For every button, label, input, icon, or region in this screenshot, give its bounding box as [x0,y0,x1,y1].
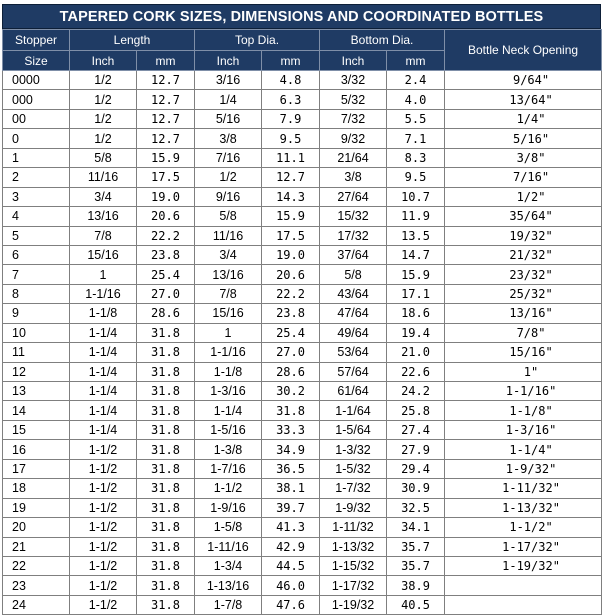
cell-bottom-dia-inch: 3/8 [320,168,387,187]
table-header [3,30,602,71]
table-row [3,284,602,303]
cell-stopper-size: 8 [3,284,70,303]
cell-top-dia-inch: 1-7/8 [195,595,262,614]
cell-bottle-neck-opening: 7/8" [445,323,602,342]
cell-length-inch: 13/16 [70,207,137,226]
cell-stopper-size: 2 [3,168,70,187]
cell-bottom-dia-inch: 3/32 [320,71,387,90]
cell-stopper-size: 13 [3,382,70,401]
cell-length-inch: 1-1/2 [70,576,137,595]
table-row [3,148,602,167]
cell-length-inch: 1-1/4 [70,343,137,362]
cell-bottom-dia-inch: 1-5/32 [320,459,387,478]
table-row [3,109,602,128]
cell-stopper-size: 20 [3,518,70,537]
header-length: Length [70,30,195,51]
cell-stopper-size: 12 [3,362,70,381]
cell-top-dia-inch: 5/8 [195,207,262,226]
cell-top-dia-inch: 3/16 [195,71,262,90]
table-row [3,323,602,342]
table-row [3,420,602,439]
cell-bottom-dia-inch: 9/32 [320,129,387,148]
cell-length-inch: 1-1/8 [70,304,137,323]
cell-length-inch: 1-1/2 [70,595,137,614]
cell-bottom-dia-inch: 17/32 [320,226,387,245]
header-top-inch: Inch [195,51,262,71]
cell-top-dia-inch: 1 [195,323,262,342]
cell-bottle-neck-opening: 19/32" [445,226,602,245]
cell-bottle-neck-opening: 1-3/16" [445,420,602,439]
cell-top-dia-mm: 46.0 [262,576,320,595]
cell-length-mm: 31.8 [137,518,195,537]
cell-bottom-dia-mm: 35.7 [387,556,445,575]
cell-top-dia-mm: 33.3 [262,420,320,439]
cell-bottom-dia-mm: 9.5 [387,168,445,187]
cell-top-dia-mm: 19.0 [262,245,320,264]
table-row [3,187,602,206]
cell-bottom-dia-inch: 1-7/32 [320,479,387,498]
cell-top-dia-mm: 14.3 [262,187,320,206]
cell-stopper-size: 10 [3,323,70,342]
cell-length-mm: 31.8 [137,498,195,517]
table-row [3,207,602,226]
cell-top-dia-mm: 22.2 [262,284,320,303]
cell-length-mm: 17.5 [137,168,195,187]
cell-bottom-dia-mm: 17.1 [387,284,445,303]
cell-stopper-size: 14 [3,401,70,420]
cell-top-dia-mm: 15.9 [262,207,320,226]
cell-bottle-neck-opening [445,595,602,614]
cell-top-dia-mm: 25.4 [262,323,320,342]
table-row [3,265,602,284]
cell-top-dia-inch: 1-9/16 [195,498,262,517]
cell-top-dia-inch: 1-1/2 [195,479,262,498]
cell-top-dia-mm: 17.5 [262,226,320,245]
cell-length-inch: 1-1/2 [70,479,137,498]
cell-top-dia-mm: 41.3 [262,518,320,537]
cell-top-dia-mm: 12.7 [262,168,320,187]
cell-length-inch: 1/2 [70,129,137,148]
table-row [3,129,602,148]
cell-top-dia-mm: 42.9 [262,537,320,556]
cell-bottom-dia-mm: 13.5 [387,226,445,245]
cell-length-mm: 31.8 [137,556,195,575]
table-row [3,401,602,420]
cell-top-dia-mm: 6.3 [262,90,320,109]
table-row [3,479,602,498]
cell-bottle-neck-opening: 1" [445,362,602,381]
cell-length-mm: 23.8 [137,245,195,264]
cell-length-inch: 11/16 [70,168,137,187]
cell-bottom-dia-mm: 27.9 [387,440,445,459]
table-body [3,71,602,615]
table-title: TAPERED CORK SIZES, DIMENSIONS AND COORDINATED BOTTLES [2,4,601,29]
cell-bottom-dia-mm: 38.9 [387,576,445,595]
cell-top-dia-inch: 11/16 [195,226,262,245]
cell-bottle-neck-opening: 1-1/16" [445,382,602,401]
table-row [3,343,602,362]
cell-top-dia-inch: 1-1/4 [195,401,262,420]
cell-stopper-size: 0 [3,129,70,148]
table-row [3,168,602,187]
header-bottle-neck-opening: Bottle Neck Opening [445,30,602,71]
cell-bottle-neck-opening: 3/8" [445,148,602,167]
cell-top-dia-mm: 30.2 [262,382,320,401]
cell-length-mm: 20.6 [137,207,195,226]
cell-top-dia-inch: 3/4 [195,245,262,264]
cell-stopper-size: 23 [3,576,70,595]
cell-bottom-dia-mm: 18.6 [387,304,445,323]
cell-bottom-dia-mm: 32.5 [387,498,445,517]
cell-bottle-neck-opening: 21/32" [445,245,602,264]
cell-stopper-size: 00 [3,109,70,128]
cell-bottom-dia-mm: 25.8 [387,401,445,420]
cell-top-dia-mm: 4.8 [262,71,320,90]
cell-top-dia-inch: 1/2 [195,168,262,187]
cell-bottom-dia-inch: 47/64 [320,304,387,323]
cell-stopper-size: 6 [3,245,70,264]
cell-bottom-dia-inch: 27/64 [320,187,387,206]
cell-length-inch: 1-1/4 [70,362,137,381]
table-row [3,595,602,614]
cell-length-inch: 1-1/2 [70,537,137,556]
cell-bottom-dia-inch: 1-13/32 [320,537,387,556]
header-stopper: Stopper [3,30,70,51]
cell-stopper-size: 1 [3,148,70,167]
cell-length-mm: 31.8 [137,343,195,362]
cell-bottom-dia-inch: 43/64 [320,284,387,303]
cell-stopper-size: 21 [3,537,70,556]
table-row [3,90,602,109]
cell-top-dia-mm: 31.8 [262,401,320,420]
cell-bottom-dia-inch: 49/64 [320,323,387,342]
cell-bottle-neck-opening: 23/32" [445,265,602,284]
cell-stopper-size: 0000 [3,71,70,90]
cell-top-dia-mm: 28.6 [262,362,320,381]
cork-size-table [2,29,602,615]
cell-bottle-neck-opening: 1-1/2" [445,518,602,537]
cell-top-dia-inch: 1-1/8 [195,362,262,381]
cell-length-mm: 27.0 [137,284,195,303]
cell-stopper-size: 24 [3,595,70,614]
header-bottom-mm: mm [387,51,445,71]
cell-stopper-size: 9 [3,304,70,323]
cell-bottom-dia-mm: 21.0 [387,343,445,362]
cell-length-mm: 28.6 [137,304,195,323]
cell-length-inch: 1-1/2 [70,498,137,517]
cell-length-mm: 31.8 [137,576,195,595]
table-row [3,556,602,575]
cell-bottle-neck-opening: 13/16" [445,304,602,323]
table-row [3,245,602,264]
cell-bottom-dia-mm: 7.1 [387,129,445,148]
cell-top-dia-inch: 3/8 [195,129,262,148]
cell-stopper-size: 000 [3,90,70,109]
cell-length-mm: 12.7 [137,90,195,109]
cell-top-dia-mm: 20.6 [262,265,320,284]
cell-length-mm: 31.8 [137,537,195,556]
cell-stopper-size: 7 [3,265,70,284]
cell-bottle-neck-opening: 35/64" [445,207,602,226]
cell-top-dia-mm: 23.8 [262,304,320,323]
cell-length-inch: 1-1/4 [70,382,137,401]
header-bottom-dia: Bottom Dia. [320,30,445,51]
cell-length-mm: 31.8 [137,595,195,614]
table-row [3,576,602,595]
cell-stopper-size: 18 [3,479,70,498]
cell-bottle-neck-opening: 7/16" [445,168,602,187]
header-top-dia: Top Dia. [195,30,320,51]
cell-stopper-size: 5 [3,226,70,245]
cell-bottle-neck-opening: 1-1/8" [445,401,602,420]
cell-top-dia-inch: 1-1/16 [195,343,262,362]
cell-top-dia-mm: 7.9 [262,109,320,128]
cell-stopper-size: 19 [3,498,70,517]
table-row [3,382,602,401]
cell-bottom-dia-inch: 37/64 [320,245,387,264]
cell-bottle-neck-opening: 5/16" [445,129,602,148]
cell-top-dia-inch: 1-11/16 [195,537,262,556]
cell-bottom-dia-inch: 5/8 [320,265,387,284]
cell-length-inch: 3/4 [70,187,137,206]
cell-stopper-size: 4 [3,207,70,226]
cell-bottom-dia-mm: 27.4 [387,420,445,439]
cell-length-inch: 1-1/16 [70,284,137,303]
cell-length-inch: 1-1/2 [70,518,137,537]
cell-length-inch: 1-1/2 [70,556,137,575]
cell-length-mm: 19.0 [137,187,195,206]
cell-length-mm: 31.8 [137,440,195,459]
cell-top-dia-inch: 1-3/4 [195,556,262,575]
table-row [3,518,602,537]
cell-length-mm: 31.8 [137,401,195,420]
cell-bottom-dia-inch: 1-9/32 [320,498,387,517]
cell-length-inch: 1-1/4 [70,323,137,342]
cell-bottle-neck-opening: 9/64" [445,71,602,90]
cell-bottom-dia-mm: 11.9 [387,207,445,226]
cell-bottom-dia-mm: 14.7 [387,245,445,264]
table-row [3,226,602,245]
cell-length-inch: 1-1/4 [70,420,137,439]
cell-length-mm: 12.7 [137,109,195,128]
cell-bottle-neck-opening [445,576,602,595]
cell-length-inch: 1 [70,265,137,284]
table-row [3,71,602,90]
cell-stopper-size: 17 [3,459,70,478]
cell-top-dia-mm: 38.1 [262,479,320,498]
table-row [3,459,602,478]
cell-top-dia-inch: 5/16 [195,109,262,128]
cell-bottom-dia-inch: 1-15/32 [320,556,387,575]
cell-bottom-dia-mm: 40.5 [387,595,445,614]
cell-top-dia-inch: 1-3/8 [195,440,262,459]
cell-length-mm: 31.8 [137,323,195,342]
cell-stopper-size: 22 [3,556,70,575]
cell-bottom-dia-mm: 35.7 [387,537,445,556]
cell-bottom-dia-inch: 7/32 [320,109,387,128]
cell-bottom-dia-mm: 24.2 [387,382,445,401]
cell-length-mm: 31.8 [137,382,195,401]
cell-bottom-dia-inch: 57/64 [320,362,387,381]
cell-bottle-neck-opening: 1-9/32" [445,459,602,478]
cell-length-inch: 1/2 [70,90,137,109]
cell-top-dia-mm: 11.1 [262,148,320,167]
cell-bottle-neck-opening: 25/32" [445,284,602,303]
cell-top-dia-inch: 1-3/16 [195,382,262,401]
cell-length-inch: 7/8 [70,226,137,245]
cell-bottle-neck-opening: 1/4" [445,109,602,128]
cell-stopper-size: 3 [3,187,70,206]
cell-top-dia-mm: 47.6 [262,595,320,614]
cell-bottom-dia-mm: 30.9 [387,479,445,498]
header-top-mm: mm [262,51,320,71]
cell-top-dia-inch: 1-5/16 [195,420,262,439]
cell-bottom-dia-mm: 15.9 [387,265,445,284]
cell-bottom-dia-mm: 29.4 [387,459,445,478]
cell-length-inch: 5/8 [70,148,137,167]
header-size: Size [3,51,70,71]
cell-bottom-dia-mm: 22.6 [387,362,445,381]
cell-length-mm: 31.8 [137,479,195,498]
cell-bottom-dia-inch: 1-17/32 [320,576,387,595]
cell-length-inch: 1-1/2 [70,440,137,459]
cell-top-dia-mm: 27.0 [262,343,320,362]
cell-top-dia-mm: 44.5 [262,556,320,575]
cell-bottom-dia-mm: 19.4 [387,323,445,342]
cell-bottom-dia-mm: 8.3 [387,148,445,167]
cell-bottom-dia-inch: 15/32 [320,207,387,226]
table-row [3,498,602,517]
cell-bottom-dia-inch: 1-19/32 [320,595,387,614]
table-row [3,304,602,323]
cell-bottle-neck-opening: 1-1/4" [445,440,602,459]
cell-bottom-dia-mm: 10.7 [387,187,445,206]
cell-bottle-neck-opening: 1/2" [445,187,602,206]
table-row [3,362,602,381]
cell-top-dia-mm: 39.7 [262,498,320,517]
cell-length-mm: 31.8 [137,459,195,478]
cell-length-mm: 31.8 [137,420,195,439]
cell-length-mm: 22.2 [137,226,195,245]
cell-length-inch: 1-1/4 [70,401,137,420]
cell-top-dia-mm: 34.9 [262,440,320,459]
header-bottom-inch: Inch [320,51,387,71]
cell-top-dia-mm: 9.5 [262,129,320,148]
cell-length-mm: 25.4 [137,265,195,284]
cell-length-inch: 1/2 [70,71,137,90]
cell-bottle-neck-opening: 1-11/32" [445,479,602,498]
cell-stopper-size: 16 [3,440,70,459]
cell-bottom-dia-inch: 21/64 [320,148,387,167]
header-length-inch: Inch [70,51,137,71]
cell-length-mm: 31.8 [137,362,195,381]
cell-top-dia-inch: 1-7/16 [195,459,262,478]
cell-bottom-dia-mm: 2.4 [387,71,445,90]
cell-length-inch: 1/2 [70,109,137,128]
cell-stopper-size: 15 [3,420,70,439]
cell-bottom-dia-inch: 61/64 [320,382,387,401]
cell-bottle-neck-opening: 1-17/32" [445,537,602,556]
cell-top-dia-inch: 15/16 [195,304,262,323]
cell-length-mm: 12.7 [137,71,195,90]
cell-length-mm: 12.7 [137,129,195,148]
cell-top-dia-inch: 1-5/8 [195,518,262,537]
cell-length-inch: 15/16 [70,245,137,264]
cell-bottom-dia-mm: 4.0 [387,90,445,109]
cell-top-dia-inch: 1-13/16 [195,576,262,595]
header-length-mm: mm [137,51,195,71]
cell-bottom-dia-mm: 5.5 [387,109,445,128]
cell-length-inch: 1-1/2 [70,459,137,478]
cell-top-dia-inch: 13/16 [195,265,262,284]
cell-length-mm: 15.9 [137,148,195,167]
table-row [3,537,602,556]
cell-bottom-dia-inch: 1-3/32 [320,440,387,459]
cell-bottom-dia-inch: 1-5/64 [320,420,387,439]
cell-bottom-dia-inch: 53/64 [320,343,387,362]
cell-bottom-dia-inch: 1-11/32 [320,518,387,537]
cell-bottle-neck-opening: 1-19/32" [445,556,602,575]
cell-top-dia-inch: 7/16 [195,148,262,167]
cell-top-dia-inch: 1/4 [195,90,262,109]
cell-bottom-dia-inch: 1-1/64 [320,401,387,420]
cell-top-dia-inch: 9/16 [195,187,262,206]
cell-bottle-neck-opening: 1-13/32" [445,498,602,517]
cell-stopper-size: 11 [3,343,70,362]
cell-top-dia-inch: 7/8 [195,284,262,303]
cell-top-dia-mm: 36.5 [262,459,320,478]
cell-bottom-dia-inch: 5/32 [320,90,387,109]
cell-bottle-neck-opening: 15/16" [445,343,602,362]
cell-bottle-neck-opening: 13/64" [445,90,602,109]
cell-bottom-dia-mm: 34.1 [387,518,445,537]
table-row [3,440,602,459]
